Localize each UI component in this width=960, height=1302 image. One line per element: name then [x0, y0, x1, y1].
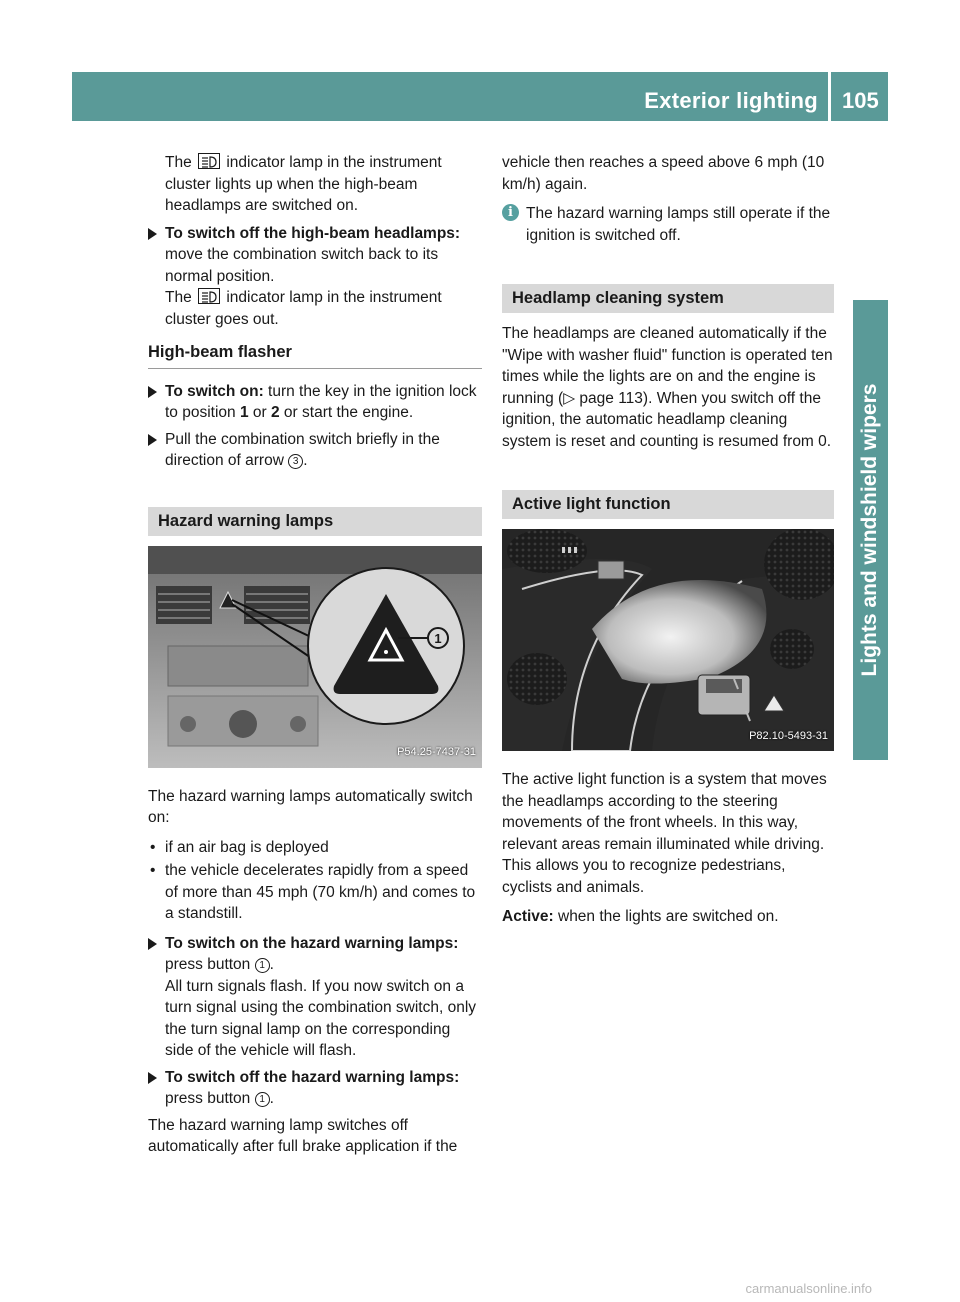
step-arrow-icon [148, 386, 157, 398]
step-arrow-icon [148, 1072, 157, 1084]
step-switch-on-hazard: To switch on the hazard warning lamps: press button 1 . All turn signals flash. If you now switch on a turn signal using the combination switch, only the turn signal lamp on the corresponding side of the vehicle will flash. [148, 933, 482, 1062]
section-heading-cleaning: Headlamp cleaning system [502, 284, 834, 313]
paragraph-active-light: The active light function is a system that moves the headlamps according to the steering movements of the front wheels. In this way, relevant areas remain illuminated while driving. This allows you to recognize pedestrians, cyclists and animals. [502, 771, 827, 896]
callout-marker: 1 [255, 1092, 270, 1107]
active-light-figure [502, 529, 834, 751]
step-pull-switch: Pull the combination switch briefly in the direction of arrow 3 . [148, 429, 482, 472]
right-column [502, 152, 834, 936]
section-heading-active-light: Active light function [502, 490, 834, 519]
paragraph-auto-switch: The hazard warning lamps automatically switch on: [148, 787, 473, 826]
page-reference: ▷ page 113 [563, 389, 643, 407]
figure-code: P54.25-7437-31 [397, 746, 476, 758]
section-heading-hazard: Hazard warning lamps [148, 507, 482, 536]
step-switch-off-highbeam: To switch off the high-beam headlamps: move the combination switch back to its normal position. The indicator lamp in the instrument cluster goes out. [148, 223, 482, 331]
paragraph-hazard-off: The hazard warning lamp switches off automatically after full brake application if the [148, 1116, 458, 1155]
hazard-switch-figure [148, 546, 482, 768]
paragraph-cleaning: The headlamps are cleaned automatically if the "Wipe with washer fluid" function is operated ten times while the lights are on and the engine is running (▷ page 113). When you switch off the ignition, the automatic headlamp cleaning system is reset and counting is resumed from 0. [502, 325, 833, 450]
high-beam-icon [198, 153, 220, 169]
info-note: i The hazard warning lamps still operate if the ignition is switched off. [502, 203, 834, 246]
paragraph-continued: vehicle then reaches a speed above 6 mph (10 km/h) again. [502, 154, 825, 193]
subheading-highbeam-flasher: High-beam flasher [148, 342, 482, 369]
header-separator [828, 72, 831, 121]
step-switch-off-hazard: To switch off the hazard warning lamps: press button 1 . [148, 1067, 482, 1110]
step-arrow-icon [148, 938, 157, 950]
list-item: • the vehicle decelerates rapidly from a speed of more than 45 mph (70 km/h) and comes to a standstill. [150, 862, 476, 922]
footer-watermark: carmanualsonline.info [745, 1281, 872, 1296]
list-item: • if an air bag is deployed [150, 838, 329, 856]
figure-code: P82.10-5493-31 [749, 729, 828, 742]
info-icon: i [502, 204, 519, 221]
callout-marker: 1 [255, 958, 270, 973]
left-column [148, 152, 482, 1166]
callout-marker: 3 [288, 454, 303, 469]
side-tab-label: Lights and windshield wipers [858, 383, 881, 677]
page-title: Exterior lighting [644, 88, 818, 113]
step-arrow-icon [148, 228, 157, 240]
paragraph-active-when: Active: when the lights are switched on. [502, 908, 779, 925]
page-number: 105 [842, 88, 879, 113]
high-beam-icon [198, 288, 220, 304]
paragraph-highbeam-on: The indicator lamp in the instrument cluster lights up when the high-beam headlamps are switched on. [165, 154, 442, 214]
step-switch-on: To switch on: turn the key in the ignition lock to position 1 or 2 or start the engine. [148, 381, 482, 424]
figure-callout-label: 1 [434, 630, 442, 646]
step-arrow-icon [148, 434, 157, 446]
